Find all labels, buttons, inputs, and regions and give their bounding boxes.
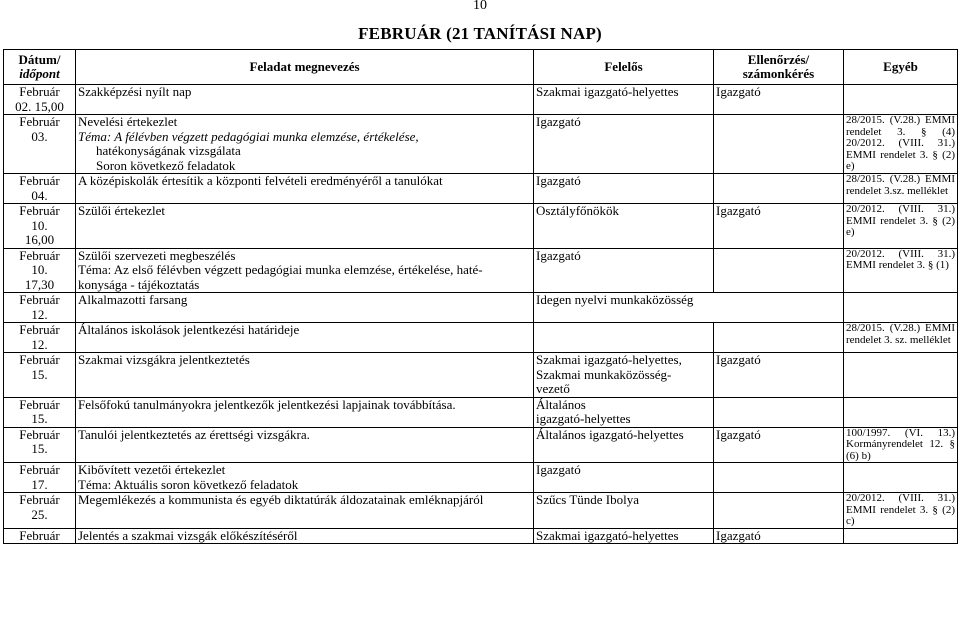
date-line: Február [19,527,60,543]
task-cell [76,528,534,544]
task-cell [76,323,534,353]
task-line: Szakképzési nyílt nap [78,84,192,99]
check-cell: Igazgató [714,353,844,398]
date-line: 10. [31,262,48,277]
date-line: Február [19,352,60,367]
page-number: 10 [473,0,487,13]
responsible-cell [534,174,714,204]
date-line: Február [19,322,60,337]
date-cell [4,293,76,323]
header-task: Feladat megnevezés [76,50,534,85]
task-line: hatékonyságának vizsgálata [96,143,241,158]
responsible-line: Szakmai munkaközösség- [536,366,672,382]
task-line: Jelentés a szakmai vizsgák előkészítéséről [78,527,298,543]
responsible-cell [534,493,714,529]
responsible-cell [534,353,714,398]
task-line: Általános iskolások jelentkezési határideje [78,322,300,337]
header-date-line2: időpont [19,66,60,81]
table-row [4,463,958,493]
date-line: 15. [31,441,48,456]
date-line: 16,00 [24,232,55,247]
header-check-line1: Ellenőrzés/ [747,51,810,67]
responsible-line: Idegen nyelvi munkaközösség [536,292,694,307]
task-cell [76,204,534,249]
task-line: Szülői értekezlet [78,203,165,218]
responsible-line: Igazgató [536,114,581,129]
task-line: A középiskolák értesítik a központi felvételi eredményéről a tanulókat [78,173,443,188]
responsible-cell [534,528,714,544]
date-cell [4,204,76,249]
other-cell: 20/2012. (VIII. 31.) EMMI rendelet 3. § (2) c) [844,493,958,529]
responsible-line: vezető [536,381,570,396]
date-line: Február [19,462,60,477]
task-line: Téma: A félévben végzett pedagógiai munka elemzése, értékelése, [78,128,419,144]
date-line: Február [19,292,60,307]
task-line: Nevelési értekezlet [78,114,178,129]
responsible-cell [534,463,714,493]
table-row [4,427,958,463]
date-cell [4,115,76,174]
header-date-line1: Dátum/ [18,51,61,67]
task-cell [76,427,534,463]
table-row [4,248,958,293]
task-cell [76,397,534,427]
task-cell [76,293,534,323]
task-line: Kibővített vezetői értekezlet [78,462,226,477]
header-date [4,50,76,85]
responsible-cell [534,293,844,323]
date-line: Február [19,203,60,218]
task-cell [76,493,534,529]
table-row [4,204,958,249]
date-line: 04. [31,187,48,203]
check-cell: Igazgató [714,204,844,249]
date-cell [4,397,76,427]
task-cell [76,353,534,398]
other-cell: 20/2012. (VIII. 31.) EMMI rendelet 3. § (2) e) [844,204,958,249]
other-cell [844,353,958,398]
task-line: Soron következő feladatok [96,157,236,173]
other-cell: 20/2012. (VIII. 31.) EMMI rendelet 3. § (1) [844,248,958,293]
other-cell: 28/2015. (V.28.) EMMI rendelet 3.sz. melléklet [844,174,958,204]
date-cell [4,323,76,353]
responsible-line: Igazgató [536,462,581,477]
date-line: 12. [31,336,48,352]
date-line: 15. [31,411,48,426]
task-line: Szakmai vizsgákra jelentkeztetés [78,352,250,367]
task-line: Téma: Aktuális soron következő feladatok [78,476,299,492]
responsible-line: Általános [536,396,586,412]
header-check [714,50,844,85]
date-line: 25. [31,506,48,522]
header-row [4,50,958,85]
task-cell [76,248,534,293]
responsible-cell [534,397,714,427]
table-row [4,528,958,544]
date-line: 03. [31,128,48,144]
date-line: Február [19,396,60,412]
date-line: 02. 15,00 [15,98,64,114]
task-line: Szülői szervezeti megbeszélés [78,247,236,263]
task-line: Megemlékezés a kommunista és egyéb diktatúrák áldozatainak emléknapjáról [78,492,484,507]
date-cell [4,427,76,463]
check-cell [714,323,844,353]
table-row [4,85,958,115]
check-cell [714,248,844,293]
task-line: konysága - tájékoztatás [78,276,200,292]
task-line: Alkalmazotti farsang [78,292,188,307]
task-cell [76,174,534,204]
other-cell [844,528,958,544]
check-cell [714,463,844,493]
responsible-line: Igazgató [536,247,581,263]
task-line: Tanulói jelentkeztetés az érettségi vizsgákra. [78,426,310,442]
other-cell [844,293,958,323]
other-cell: 28/2015. (V.28.) EMMI rendelet 3. § (4) 20/2012. (VIII. 31.) EMMI rendelet 3. § (2) e) [844,115,958,174]
table-row [4,493,958,529]
date-cell [4,493,76,529]
check-cell [714,174,844,204]
responsible-line: Osztályfőnökök [536,203,620,218]
date-line: 17,30 [24,276,55,292]
task-line: Téma: Az első félévben végzett pedagógiai munka elemzése, értékelése, haté- [78,262,483,277]
date-line: Február [19,173,60,188]
schedule-table [3,49,958,544]
check-cell: Igazgató [714,85,844,115]
table-row [4,353,958,398]
date-line: 17. [31,476,48,492]
other-cell [844,397,958,427]
check-cell: Igazgató [714,427,844,463]
responsible-cell [534,427,714,463]
date-cell [4,353,76,398]
date-line: Február [19,84,60,99]
other-cell: 100/1997. (VI. 13.) Kormányrendelet 12. § (6) b) [844,427,958,463]
date-line: 10. [31,217,48,233]
table-row [4,174,958,204]
table-row [4,323,958,353]
responsible-cell [534,204,714,249]
task-line: Felsőfokú tanulmányokra jelentkezők jelentkezési lapjainak továbbítása. [78,396,456,412]
responsible-line: Szakmai igazgató-helyettes [536,527,679,543]
date-cell [4,463,76,493]
page-title: FEBRUÁR (21 TANÍTÁSI NAP) [358,24,602,43]
other-cell [844,463,958,493]
date-line: Február [19,247,60,263]
responsible-line: Általános igazgató-helyettes [536,426,684,442]
responsible-line: Szakmai igazgató-helyettes, [536,352,682,367]
header-responsible: Felelős [534,50,714,85]
responsible-line: Szűcs Tünde Ibolya [536,492,640,507]
header-check-line2: számonkérés [742,66,815,81]
check-cell [714,493,844,529]
check-cell: Igazgató [714,528,844,544]
date-cell [4,248,76,293]
date-line: Február [19,426,60,442]
responsible-line: Igazgató [536,173,581,188]
responsible-line: Szakmai igazgató-helyettes [536,84,679,99]
date-line: Február [19,492,60,507]
other-cell [844,85,958,115]
date-line: Február [19,114,60,129]
date-cell [4,85,76,115]
date-cell [4,528,76,544]
task-cell [76,463,534,493]
task-cell [76,85,534,115]
responsible-cell [534,323,714,353]
date-cell [4,174,76,204]
date-line: 15. [31,366,48,382]
responsible-cell [534,248,714,293]
check-cell [714,115,844,174]
table-row [4,293,958,323]
header-other: Egyéb [844,50,958,85]
date-line: 12. [31,306,48,322]
check-cell [714,397,844,427]
responsible-line: igazgató-helyettes [536,411,631,426]
other-cell: 28/2015. (V.28.) EMMI rendelet 3. sz. melléklet [844,323,958,353]
table-row [4,397,958,427]
responsible-cell [534,85,714,115]
responsible-cell [534,115,714,174]
table-row [4,115,958,174]
task-cell [76,115,534,174]
